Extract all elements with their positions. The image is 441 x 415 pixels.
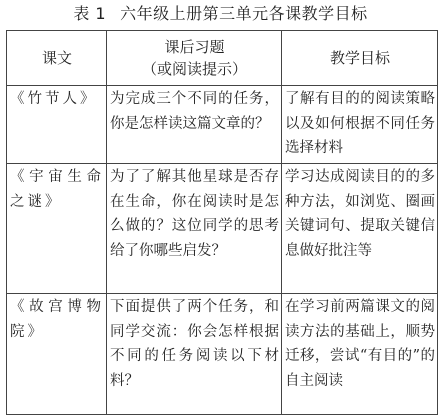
lesson-cell: 《故宫博物院》 — [7, 294, 107, 415]
table-row — [7, 86, 438, 164]
table-title: 六年级上册第三单元各课教学目标 — [120, 4, 368, 23]
goal-cell: 在学习前两篇课文的阅读方法的基础上，顺势迁移，尝试“有目的”的自主阅读 — [282, 294, 438, 415]
exercise-cell: 下面提供了两个任务，和同学交流：你会怎样根据不同的任务阅读以下材料？ — [107, 294, 282, 415]
header-goal: 教学目标 — [282, 31, 438, 86]
lesson-goals-table — [6, 30, 438, 415]
header-exercise — [107, 31, 282, 86]
lesson-cell: 《宇宙生命之谜》 — [7, 164, 107, 294]
table-row — [7, 164, 438, 294]
table-row — [7, 294, 438, 415]
lesson-cell: 《竹节人》 — [7, 86, 107, 164]
goal-cell: 了解有目的的阅读策略以及如何根据不同任务选择材料 — [282, 86, 438, 164]
exercise-cell: 为了了解其他星球是否存在生命，你在阅读时是怎么做的？这位同学的思考给了你哪些启发？ — [107, 164, 282, 294]
table-number: 表 1 — [73, 4, 107, 23]
goal-cell: 学习达成阅读目的的多种方法，如浏览、圈画关键词句、提取关键信息做好批注等 — [282, 164, 438, 294]
exercise-cell: 为完成三个不同的任务，你是怎样读这篇文章的？ — [107, 86, 282, 164]
table-caption — [0, 3, 441, 25]
header-lesson: 课文 — [7, 31, 107, 86]
header-exercise-line1: 课后习题 — [164, 38, 225, 56]
header-exercise-line2: （或阅读提示） — [141, 60, 247, 78]
header-row — [7, 31, 438, 86]
